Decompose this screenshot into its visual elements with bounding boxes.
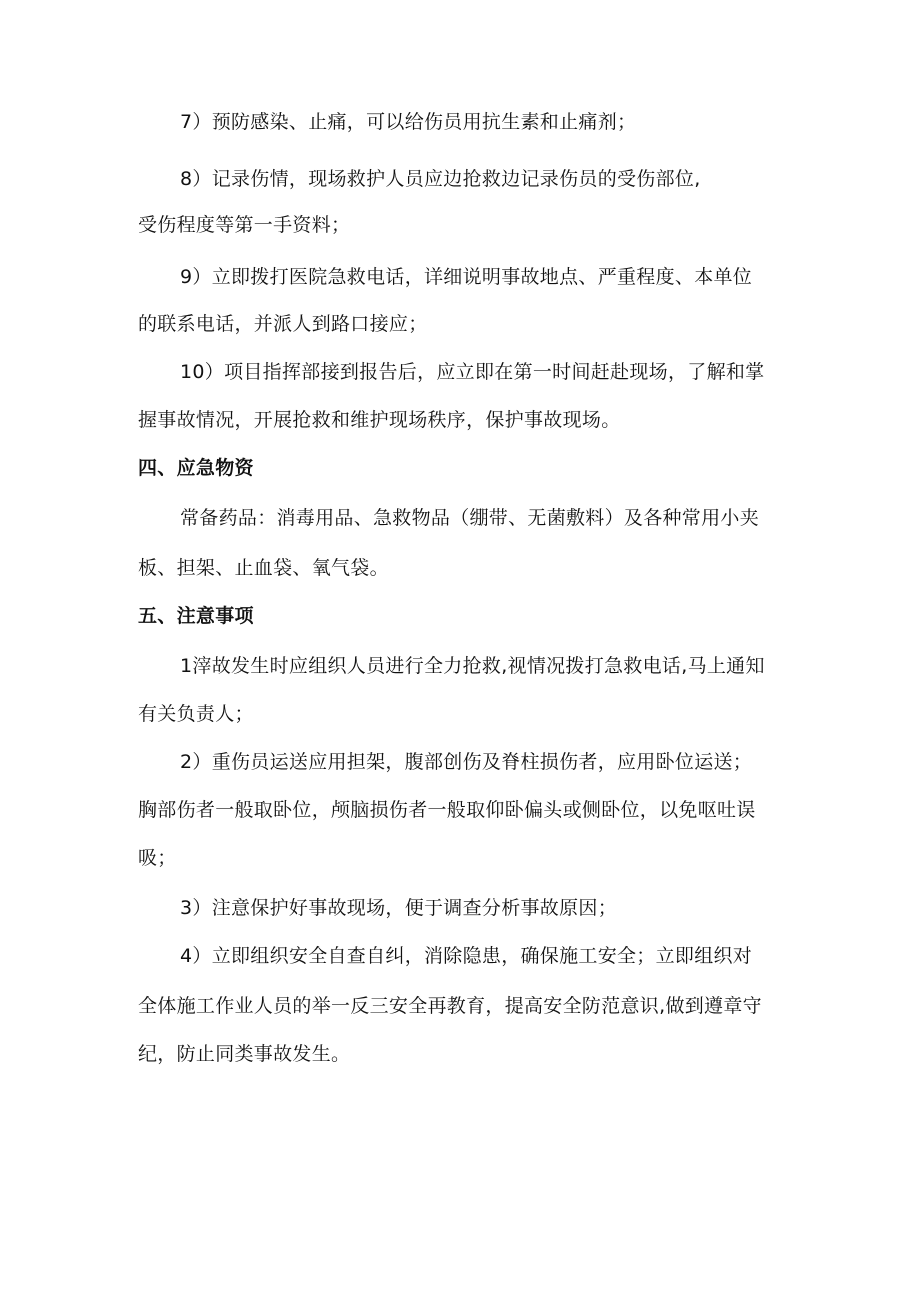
note-2-text-cont: 胸部伤者一般取卧位，颅脑损伤者一般取仰卧偏头或侧卧位，以免呕吐误 <box>138 799 756 821</box>
item-8-text-cont: 受伤程度等第一手资料； <box>138 214 351 236</box>
section-heading-4: 四、应急物资 <box>138 457 254 479</box>
item-9-text: 9）立即拨打医院急救电话，详细说明事故地点、严重程度、本单位 <box>180 266 753 288</box>
note-4-text-end: 纪，防止同类事故发生。 <box>138 1043 351 1065</box>
item-7-text: 7）预防感染、止痛，可以给伤员用抗生素和止痛剂； <box>180 111 637 133</box>
note-2-text-end: 吸； <box>138 847 177 869</box>
note-3-text: 3）注意保护好事故现场，便于调查分析事故原因； <box>180 897 617 919</box>
item-10-text: 10）项目指挥部接到报告后，应立即在第一时间赶赴现场，了解和掌 <box>180 361 765 383</box>
note-1-text-cont: 有关负责人； <box>138 703 254 725</box>
item-9-text-cont: 的联系电话，并派人到路口接应； <box>138 313 428 335</box>
section-heading-5: 五、注意事项 <box>138 605 254 627</box>
note-4-text-cont: 全体施工作业人员的举一反三安全再教育，提高安全防范意识,做到遵章守 <box>138 995 762 1017</box>
supplies-text: 常备药品：消毒用品、急救物品（绷带、无菌敷料）及各种常用小夹 <box>180 507 760 529</box>
note-1-text: 1滓故发生时应组织人员进行全力抢救,视情况拨打急救电话,马上通知 <box>180 655 765 677</box>
note-2-text: 2）重伤员运送应用担架，腹部创伤及脊柱损伤者，应用卧位运送； <box>180 751 753 773</box>
supplies-text-cont: 板、担架、止血袋、氧气袋。 <box>138 557 389 579</box>
note-4-text: 4）立即组织安全自查自纠，消除隐患，确保施工安全；立即组织对 <box>180 945 753 967</box>
item-8-text: 8）记录伤情，现场救护人员应边抢救边记录伤员的受伤部位, <box>180 168 701 190</box>
item-10-text-cont: 握事故情况，开展抢救和维护现场秩序，保护事故现场。 <box>138 409 621 431</box>
